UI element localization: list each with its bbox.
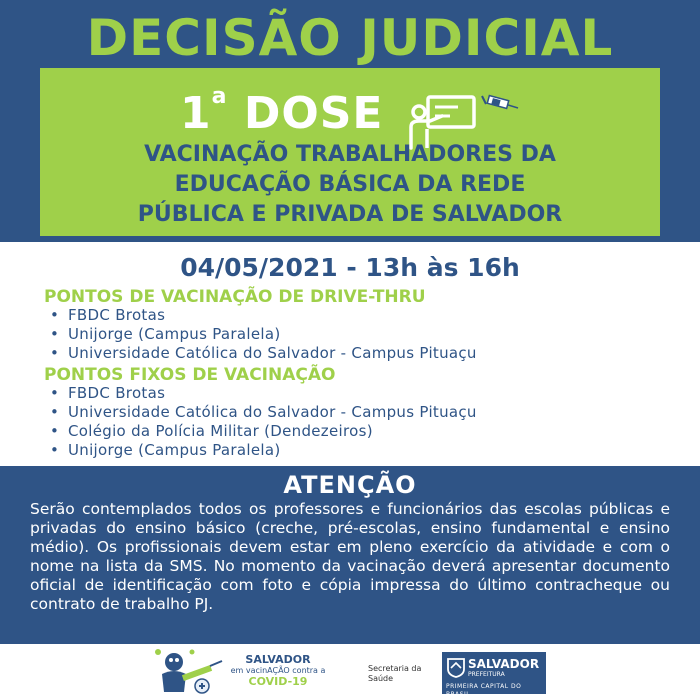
dose-title xyxy=(180,86,384,142)
fixed-points-title: PONTOS FIXOS DE VACINAÇÃO xyxy=(44,365,336,385)
list-item: • Universidade Católica do Salvador - Campus Pituaçu xyxy=(48,403,477,422)
headline: DECISÃO JUDICIAL xyxy=(86,9,614,67)
box-subtitle xyxy=(50,140,650,230)
prefeitura-emblem-icon xyxy=(446,656,466,678)
box-subtitle-line: PÚBLICA E PRIVADA DE SALVADOR xyxy=(137,202,563,227)
campaign-line-3: COVID-19 xyxy=(248,675,308,688)
box-subtitle-line: EDUCAÇÃO BÁSICA DA REDE xyxy=(174,172,526,197)
prefeitura-logo xyxy=(442,652,546,698)
fixed-points-list xyxy=(48,384,477,460)
covid-mascot-icon xyxy=(152,646,226,698)
list-item: • Universidade Católica do Salvador - Campus Pituaçu xyxy=(48,344,477,363)
syringe-icon xyxy=(480,90,520,114)
prefeitura-tagline: PRIMEIRA CAPITAL DO BRASIL xyxy=(446,683,522,698)
list-item: • Colégio da Polícia Militar (Dendezeiros) xyxy=(48,422,477,441)
dose-number: 1 xyxy=(180,88,212,139)
attention-panel xyxy=(0,466,700,644)
dose-row xyxy=(40,86,660,142)
dose-word: DOSE xyxy=(243,88,384,139)
list-item: • FBDC Brotas xyxy=(48,306,477,325)
box-subtitle-line: VACINAÇÃO TRABALHADORES DA xyxy=(144,142,556,167)
list-item: • Unijorge (Campus Paralela) xyxy=(48,441,477,460)
dose-ordinal: a xyxy=(211,84,228,109)
date-line: 04/05/2021 - 13h às 16h xyxy=(180,253,520,282)
prefeitura-name: SALVADOR xyxy=(468,657,540,671)
drive-thru-title: PONTOS DE VACINAÇÃO DE DRIVE-THRU xyxy=(44,287,426,307)
prefeitura-sub: PREFEITURA xyxy=(468,671,505,678)
dose-box xyxy=(40,68,660,236)
secretaria-label: Secretaria da Saúde xyxy=(368,664,422,683)
attention-title: ATENÇÃO xyxy=(283,471,417,499)
list-item: • FBDC Brotas xyxy=(48,384,477,403)
campaign-line-2: em vacinAÇÃO contra a xyxy=(230,666,326,675)
covid-campaign-text xyxy=(228,654,328,688)
attention-body: Serão contemplados todos os professores e funcionários das escolas públicas e privadas do ensino básico (creche, pré-escolas, ensino fundamental e ensino médio). Os profissionais devem estar em pleno exercício da atividade e com o nome na lista da SMS. No momento da vacinação deverá apresentar documento oficial de identificação com foto e cópia impressa do último contracheque ou contrato de trabalho PJ. xyxy=(30,500,670,613)
campaign-line-1: SALVADOR xyxy=(245,653,311,666)
drive-thru-list xyxy=(48,306,477,363)
footer xyxy=(0,644,700,700)
top-banner xyxy=(0,0,700,242)
list-item: • Unijorge (Campus Paralela) xyxy=(48,325,477,344)
